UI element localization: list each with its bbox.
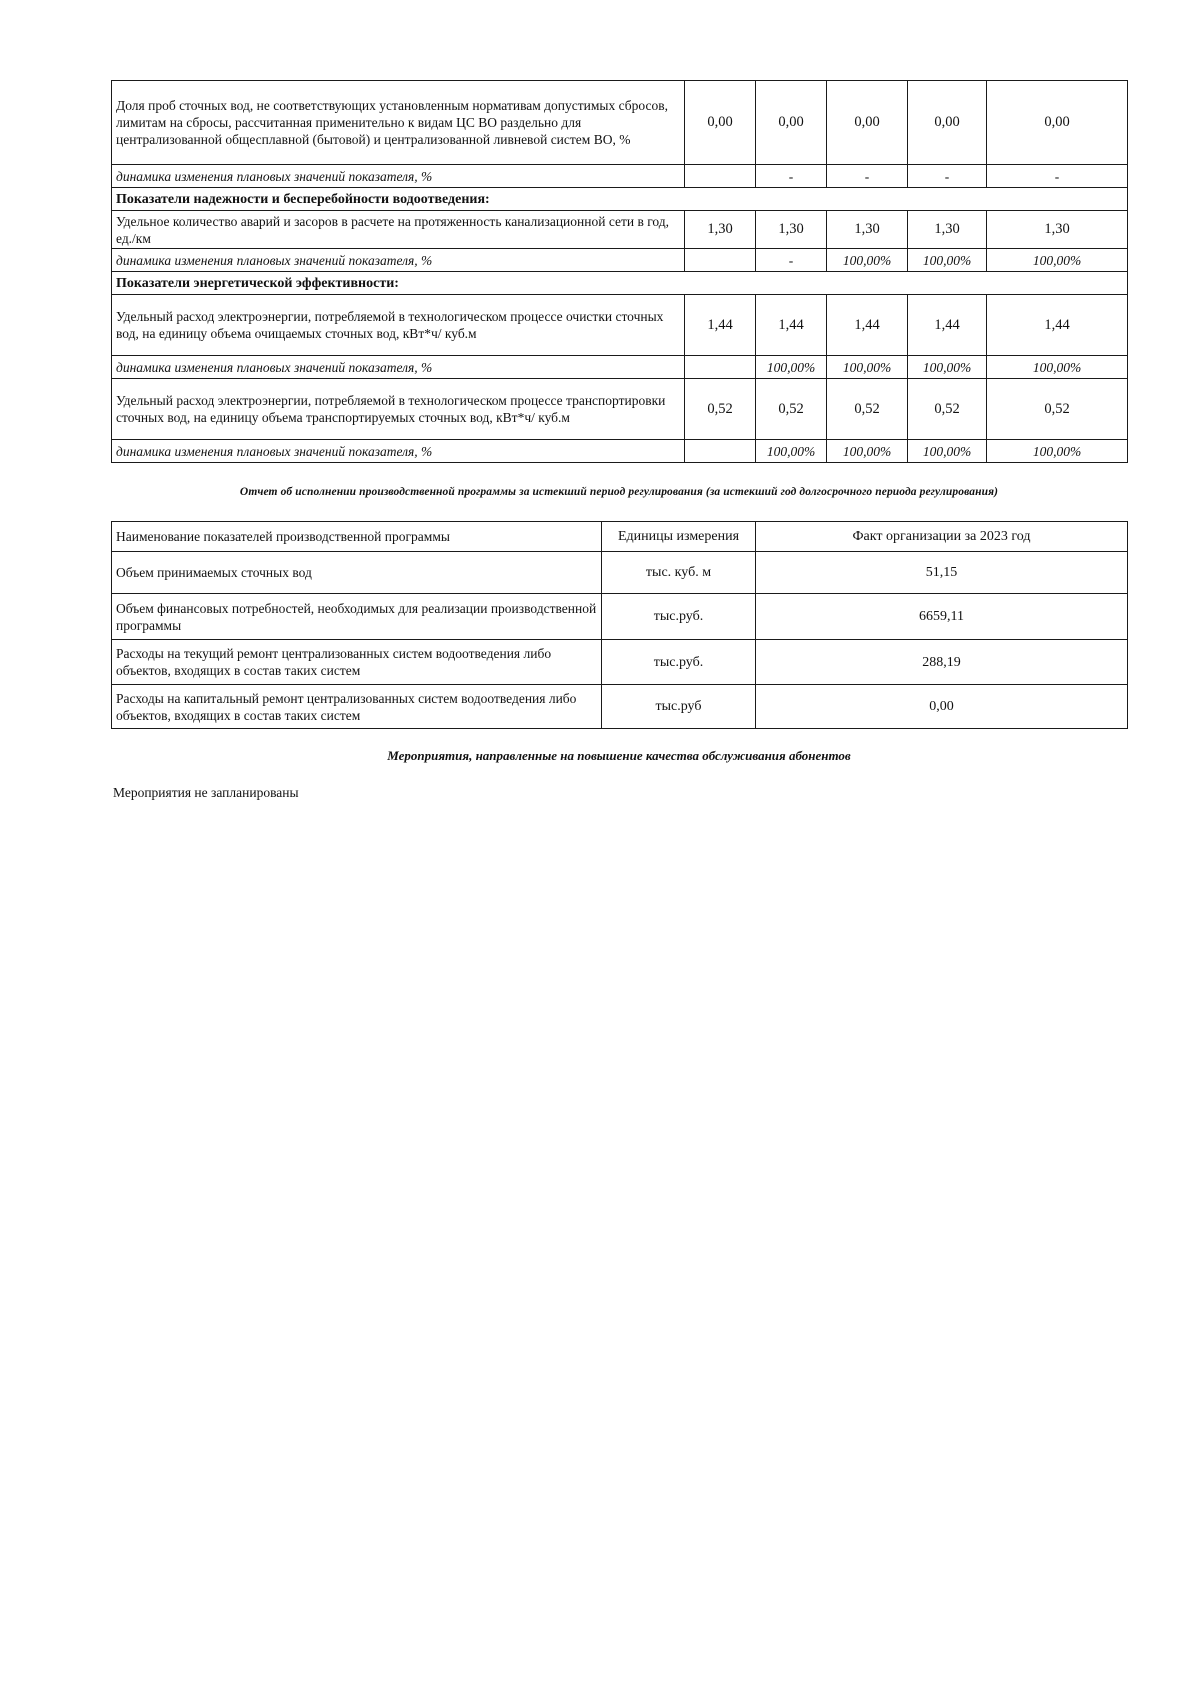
- indicator-value: 1,30: [756, 211, 827, 249]
- dynamics-value: -: [827, 165, 908, 188]
- indicator-value: 0,00: [756, 81, 827, 165]
- report-row-unit: тыс.руб.: [602, 594, 756, 640]
- report-header-fact: Факт организации за 2023 год: [756, 522, 1128, 552]
- dynamics-value: 100,00%: [987, 249, 1128, 272]
- dynamics-value: -: [987, 165, 1128, 188]
- report-header-row: [112, 522, 1128, 552]
- measures-heading: Мероприятия, направленные на повышение качества обслуживания абонентов: [387, 748, 851, 763]
- section-row: [112, 272, 1128, 295]
- report-row-fact: 288,19: [756, 640, 1128, 685]
- indicator-value: 1,30: [685, 211, 756, 249]
- report-row-name: Объем финансовых потребностей, необходимых для реализации производственной программы: [112, 594, 602, 640]
- indicator-value: 0,52: [827, 379, 908, 440]
- section-row: [112, 188, 1128, 211]
- report-header-name: Наименование показателей производственной программы: [112, 522, 602, 552]
- dynamics-value: 100,00%: [827, 356, 908, 379]
- indicator-value: 1,44: [685, 295, 756, 356]
- report-table: [111, 521, 1128, 729]
- dynamics-label: динамика изменения плановых значений показателя, %: [112, 356, 685, 379]
- indicator-value: 1,30: [987, 211, 1128, 249]
- indicator-row: [112, 211, 1128, 249]
- report-row-fact: 0,00: [756, 685, 1128, 729]
- indicator-label: Удельное количество аварий и засоров в расчете на протяженность канализационной сети в год, ед./км: [112, 211, 685, 249]
- indicator-value: 1,44: [756, 295, 827, 356]
- measures-text: Мероприятия не запланированы: [113, 785, 299, 800]
- indicator-value: 1,44: [908, 295, 987, 356]
- dynamics-label: динамика изменения плановых значений показателя, %: [112, 165, 685, 188]
- indicator-label: Доля проб сточных вод, не соответствующих установленным нормативам допустимых сбросов, лимитам на сбросы, рассчитанная применительно к видам ЦС ВО раздельно для централизованной общесплавной (бытовой) и централизованной ливневой систем ВО, %: [112, 81, 685, 165]
- dynamics-value: 100,00%: [908, 440, 987, 463]
- dynamics-value: -: [908, 165, 987, 188]
- report-row-name: Расходы на текущий ремонт централизованных систем водоотведения либо объектов, входящих в состав таких систем: [112, 640, 602, 685]
- report-row-unit: тыс. куб. м: [602, 552, 756, 594]
- dynamics-value: -: [756, 165, 827, 188]
- dynamics-row: [112, 249, 1128, 272]
- report-row: [112, 640, 1128, 685]
- dynamics-value: [685, 165, 756, 188]
- report-header-unit: Единицы измерения: [602, 522, 756, 552]
- dynamics-value: 100,00%: [908, 249, 987, 272]
- report-row: [112, 594, 1128, 640]
- report-row-fact: 51,15: [756, 552, 1128, 594]
- indicator-value: 1,44: [987, 295, 1128, 356]
- indicator-value: 0,52: [685, 379, 756, 440]
- report-row-name: Объем принимаемых сточных вод: [112, 552, 602, 594]
- indicator-value: 0,52: [908, 379, 987, 440]
- report-row-name: Расходы на капитальный ремонт централизованных систем водоотведения либо объектов, входящих в состав таких систем: [112, 685, 602, 729]
- report-row-fact: 6659,11: [756, 594, 1128, 640]
- dynamics-label: динамика изменения плановых значений показателя, %: [112, 249, 685, 272]
- indicator-label: Удельный расход электроэнергии, потребляемой в технологическом процессе очистки сточных вод, на единицу объема очищаемых сточных вод, кВт*ч/ куб.м: [112, 295, 685, 356]
- report-heading: Отчет об исполнении производственной программы за истекший период регулирования (за истекший год долгосрочного периода регулирования): [239, 486, 999, 498]
- indicators-table: [111, 80, 1128, 463]
- indicator-row: [112, 379, 1128, 440]
- indicator-value: 1,30: [827, 211, 908, 249]
- indicator-row: [112, 81, 1128, 165]
- dynamics-value: 100,00%: [827, 249, 908, 272]
- indicator-value: 1,44: [827, 295, 908, 356]
- dynamics-value: 100,00%: [827, 440, 908, 463]
- indicator-value: 0,00: [827, 81, 908, 165]
- dynamics-label: динамика изменения плановых значений показателя, %: [112, 440, 685, 463]
- report-row: [112, 552, 1128, 594]
- indicator-value: 0,00: [908, 81, 987, 165]
- dynamics-row: [112, 165, 1128, 188]
- dynamics-value: [685, 440, 756, 463]
- section-title: Показатели энергетической эффективности:: [112, 272, 1128, 295]
- indicator-value: 0,52: [987, 379, 1128, 440]
- indicator-value: 0,52: [756, 379, 827, 440]
- dynamics-value: [685, 356, 756, 379]
- indicator-value: 0,00: [987, 81, 1128, 165]
- indicator-value: 0,00: [685, 81, 756, 165]
- indicator-row: [112, 295, 1128, 356]
- report-row-unit: тыс.руб.: [602, 640, 756, 685]
- report-row-unit: тыс.руб: [602, 685, 756, 729]
- dynamics-row: [112, 440, 1128, 463]
- dynamics-row: [112, 356, 1128, 379]
- dynamics-value: 100,00%: [987, 440, 1128, 463]
- dynamics-value: 100,00%: [908, 356, 987, 379]
- dynamics-value: 100,00%: [987, 356, 1128, 379]
- section-title: Показатели надежности и бесперебойности водоотведения:: [112, 188, 1128, 211]
- dynamics-value: 100,00%: [756, 440, 827, 463]
- dynamics-value: 100,00%: [756, 356, 827, 379]
- dynamics-value: [685, 249, 756, 272]
- dynamics-value: -: [756, 249, 827, 272]
- indicator-value: 1,30: [908, 211, 987, 249]
- indicator-label: Удельный расход электроэнергии, потребляемой в технологическом процессе транспортировки сточных вод, на единицу объема транспортируемых сточных вод, кВт*ч/ куб.м: [112, 379, 685, 440]
- report-row: [112, 685, 1128, 729]
